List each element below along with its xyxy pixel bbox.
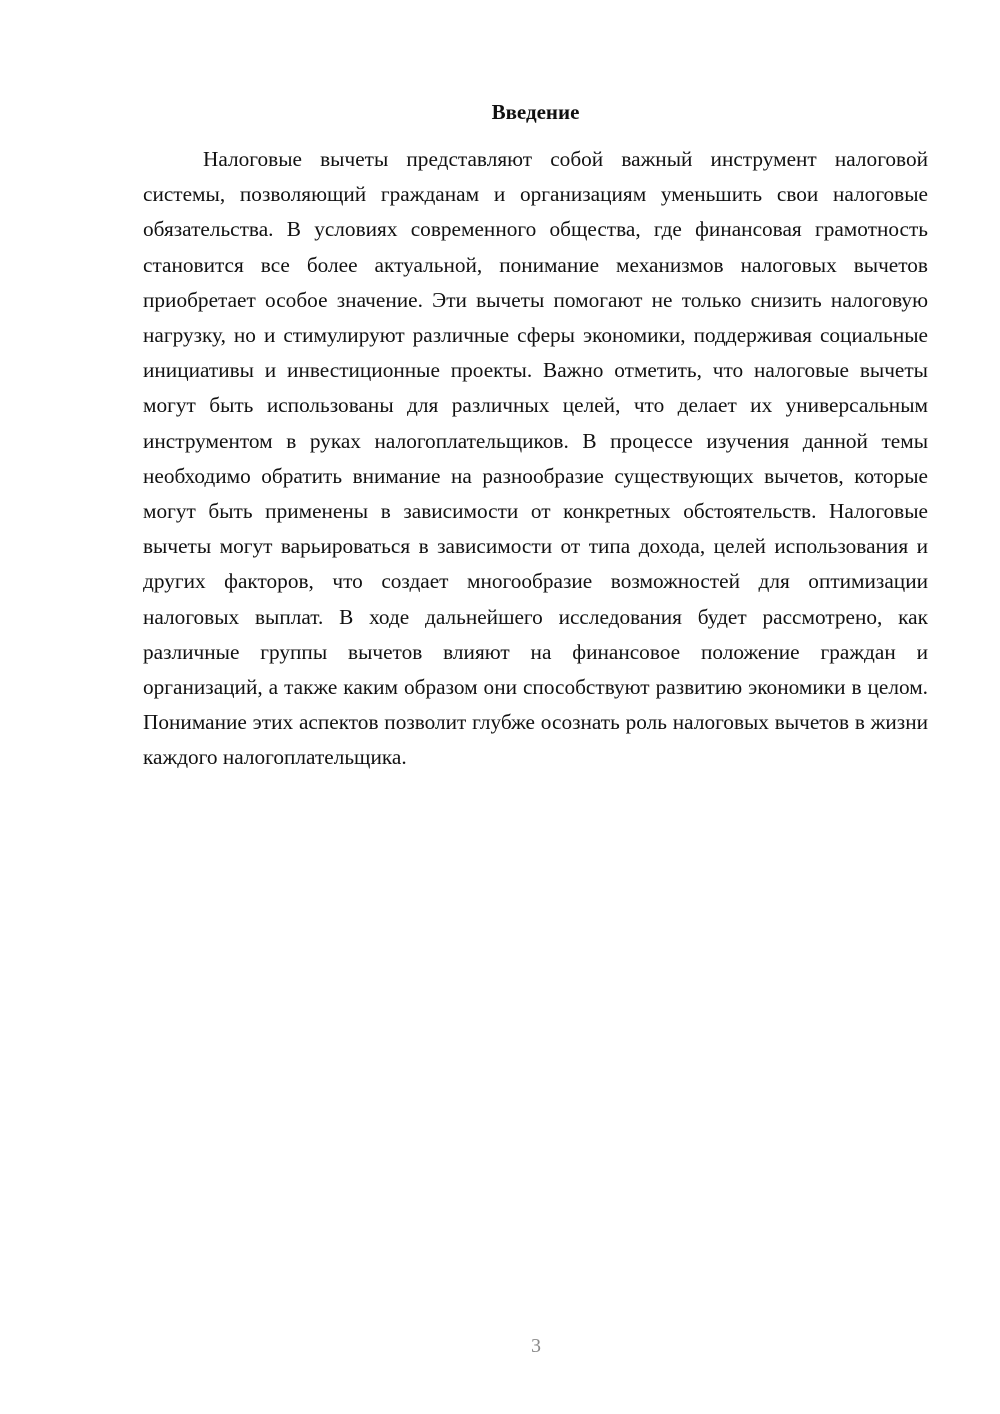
section-heading: Введение xyxy=(491,100,580,124)
page-number: 3 xyxy=(531,1335,541,1357)
body-paragraph: Налоговые вычеты представляют собой важный инструмент налоговой системы, позволяющий гражданам и организациям уменьшить свои налоговые обязательства. В условиях современного общества, где финансовая грамотность становится все более актуальной, понимание механизмов налоговых вычетов приобретает особое значение. Эти вычеты помогают не только снизить налоговую нагрузку, но и стимулируют различные сферы экономики, поддерживая социальные инициативы и инвестиционные проекты. Важно отметить, что налоговые вычеты могут быть использованы для различных целей, что делает их универсальным инструментом в руках налогоплательщиков. В процессе изучения данной темы необходимо обратить внимание на разнообразие существующих вычетов, которые могут быть применены в зависимости от конкретных обстоятельств. Налоговые вычеты могут варьироваться в зависимости от типа дохода, целей использования и других факторов, что создает многообразие возможностей для оптимизации налоговых выплат. В ходе дальнейшего исследования будет рассмотрено, как различные группы вычетов влияют на финансовое положение граждан и организаций, а также каким образом они способствуют развитию экономики в целом. Понимание этих аспектов позволит глубже осознать роль налоговых вычетов в жизни каждого налогоплательщика. xyxy=(143,147,928,770)
